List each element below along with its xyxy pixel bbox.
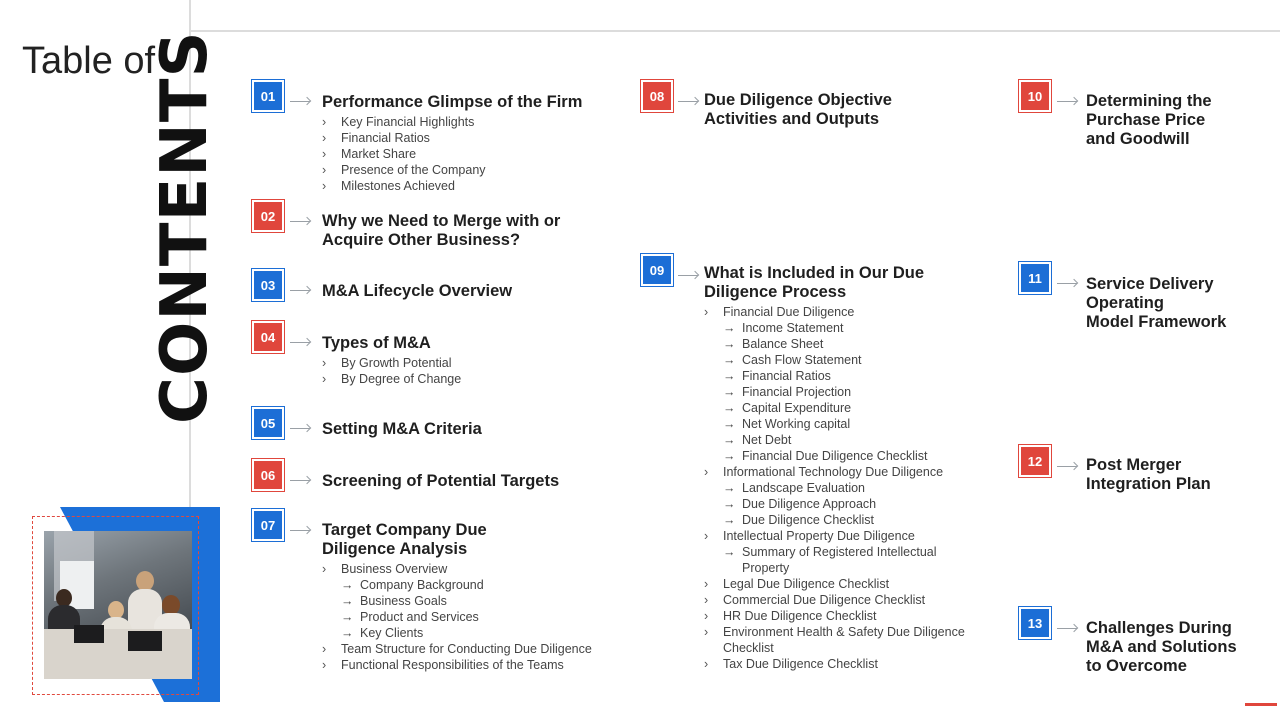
badge-11: 11 bbox=[1019, 262, 1051, 294]
subitem-label: Capital Expenditure bbox=[742, 401, 852, 415]
arrow-icon: → bbox=[723, 353, 736, 367]
team-meeting-photo bbox=[44, 531, 192, 679]
item-02-heading[interactable] bbox=[322, 212, 560, 250]
subitem[interactable]: › By Degree of Change bbox=[322, 371, 461, 387]
connector-arrow-icon bbox=[290, 221, 310, 222]
subitem[interactable]: › By Growth Potential bbox=[322, 355, 461, 371]
arrow-icon: → bbox=[341, 578, 354, 592]
subitem-label: Business Goals bbox=[360, 594, 447, 608]
subitem[interactable]: › Commercial Due Diligence Checklist bbox=[704, 592, 965, 608]
item-12-heading[interactable] bbox=[1086, 456, 1211, 494]
subitem-label: Balance Sheet bbox=[742, 337, 824, 351]
heading-line: Due Diligence Objective bbox=[704, 91, 892, 109]
connector-arrow-icon bbox=[290, 101, 310, 102]
badge-02: 02 bbox=[252, 200, 284, 232]
arrow-icon: → bbox=[723, 449, 736, 463]
item-04-heading[interactable]: Types of M&A bbox=[322, 334, 431, 352]
subitem-nested[interactable] bbox=[322, 593, 592, 609]
subitem-nested[interactable] bbox=[704, 432, 965, 448]
subitem-nested[interactable] bbox=[704, 336, 965, 352]
subitem-label: Net Working capital bbox=[742, 417, 851, 431]
title-line2: CONTENTS bbox=[148, 30, 222, 424]
subitem-label: Summary of Registered Intellectual bbox=[742, 545, 937, 559]
heading-line: Determining the bbox=[1086, 92, 1212, 110]
subitem-label: Landscape Evaluation bbox=[742, 481, 866, 495]
heading-line: Activities and Outputs bbox=[704, 110, 880, 128]
subitem[interactable]: › Financial Ratios bbox=[322, 130, 486, 146]
item-09-heading[interactable] bbox=[704, 264, 924, 302]
heading-line: Why we Need to Merge with or bbox=[322, 212, 561, 230]
badge-08: 08 bbox=[641, 80, 673, 112]
heading-line: Operating bbox=[1086, 294, 1164, 312]
subitem-label: Due Diligence Approach bbox=[742, 497, 877, 511]
item-05-heading[interactable]: Setting M&A Criteria bbox=[322, 420, 482, 438]
connector-arrow-icon bbox=[290, 480, 310, 481]
arrow-icon: → bbox=[723, 401, 736, 415]
connector-arrow-icon bbox=[290, 290, 310, 291]
accent-bar bbox=[1245, 703, 1277, 706]
subitem-continuation: Property bbox=[742, 561, 790, 575]
heading-line: Purchase Price bbox=[1086, 111, 1206, 129]
subitem[interactable]: › Presence of the Company bbox=[322, 162, 486, 178]
subitem-nested[interactable] bbox=[704, 368, 965, 384]
subitem-label: Due Diligence Checklist bbox=[742, 513, 875, 527]
arrow-icon: → bbox=[341, 626, 354, 640]
connector-arrow-icon bbox=[678, 275, 698, 276]
connector-arrow-icon bbox=[290, 342, 310, 343]
badge-13: 13 bbox=[1019, 607, 1051, 639]
subitem-label: Cash Flow Statement bbox=[742, 353, 862, 367]
subitem-nested[interactable] bbox=[704, 544, 965, 560]
heading-line: Integration Plan bbox=[1086, 475, 1211, 493]
item-11-heading[interactable] bbox=[1086, 275, 1226, 332]
badge-09: 09 bbox=[641, 254, 673, 286]
subitem[interactable]: › Functional Responsibilities of the Teams bbox=[322, 657, 592, 673]
arrow-icon: → bbox=[723, 385, 736, 399]
arrow-icon: → bbox=[723, 369, 736, 383]
subitem-nested[interactable] bbox=[704, 400, 965, 416]
subitem[interactable]: › Financial Due Diligence bbox=[704, 304, 965, 320]
arrow-icon: → bbox=[723, 513, 736, 527]
connector-arrow-icon bbox=[678, 101, 698, 102]
item-07-heading[interactable] bbox=[322, 521, 487, 559]
subitem[interactable]: › Environment Health & Safety Due Diligence bbox=[704, 624, 965, 640]
subitem-label: Company Background bbox=[360, 578, 484, 592]
subitem[interactable]: › Intellectual Property Due Diligence bbox=[704, 528, 965, 544]
team-photo-block bbox=[32, 500, 222, 715]
subitem-nested[interactable] bbox=[704, 416, 965, 432]
subitem-nested[interactable] bbox=[322, 577, 592, 593]
item-07-subitems bbox=[322, 561, 592, 673]
subitem-continuation: Checklist bbox=[723, 641, 774, 655]
subitem-nested[interactable] bbox=[704, 320, 965, 336]
item-09-subitems bbox=[704, 304, 965, 672]
heading-line: M&A and Solutions bbox=[1086, 638, 1237, 656]
connector-arrow-icon bbox=[290, 530, 310, 531]
heading-line: Acquire Other Business? bbox=[322, 231, 521, 249]
arrow-icon: → bbox=[723, 481, 736, 495]
connector-arrow-icon bbox=[1057, 466, 1077, 467]
connector-arrow-icon bbox=[1057, 283, 1077, 284]
subitem-label: Income Statement bbox=[742, 321, 844, 335]
heading-line: Model Framework bbox=[1086, 313, 1227, 331]
heading-line: Target Company Due bbox=[322, 521, 487, 539]
badge-05: 05 bbox=[252, 407, 284, 439]
subitem-label: Financial Ratios bbox=[742, 369, 831, 383]
subitem-nested[interactable] bbox=[704, 512, 965, 528]
heading-line: Diligence Process bbox=[704, 283, 847, 301]
badge-04: 04 bbox=[252, 321, 284, 353]
item-06-heading[interactable]: Screening of Potential Targets bbox=[322, 472, 560, 490]
subitem[interactable]: › Tax Due Diligence Checklist bbox=[704, 656, 965, 672]
subitem[interactable]: › Market Share bbox=[322, 146, 486, 162]
subitem[interactable]: › HR Due Diligence Checklist bbox=[704, 608, 965, 624]
badge-10: 10 bbox=[1019, 80, 1051, 112]
subitem[interactable]: › Business Overview bbox=[322, 561, 592, 577]
heading-line: Diligence Analysis bbox=[322, 540, 468, 558]
subitem-nested[interactable] bbox=[704, 384, 965, 400]
subitem[interactable]: › Milestones Achieved bbox=[322, 178, 486, 194]
item-13-heading[interactable] bbox=[1086, 619, 1237, 676]
subitem-nested[interactable] bbox=[704, 352, 965, 368]
badge-06: 06 bbox=[252, 459, 284, 491]
item-10-heading[interactable] bbox=[1086, 92, 1212, 149]
subitem[interactable]: › Legal Due Diligence Checklist bbox=[704, 576, 965, 592]
top-divider bbox=[190, 30, 1280, 32]
heading-line: Post Merger bbox=[1086, 456, 1182, 474]
heading-line: to Overcome bbox=[1086, 657, 1187, 675]
subitem-nested[interactable] bbox=[704, 496, 965, 512]
subitem[interactable]: › Team Structure for Conducting Due Diligence bbox=[322, 641, 592, 657]
subitem-nested[interactable] bbox=[704, 448, 965, 464]
heading-line: Service Delivery bbox=[1086, 275, 1214, 293]
heading-line: Challenges During bbox=[1086, 619, 1232, 637]
heading-line: What is Included in Our Due bbox=[704, 264, 925, 282]
subitem-nested[interactable] bbox=[322, 609, 592, 625]
item-04-subitems bbox=[322, 355, 461, 387]
item-01-subitems bbox=[322, 114, 486, 194]
badge-07: 07 bbox=[252, 509, 284, 541]
arrow-icon: → bbox=[723, 417, 736, 431]
connector-arrow-icon bbox=[1057, 628, 1077, 629]
badge-12: 12 bbox=[1019, 445, 1051, 477]
arrow-icon: → bbox=[723, 337, 736, 351]
subitem-nested[interactable] bbox=[704, 480, 965, 496]
heading-line: and Goodwill bbox=[1086, 130, 1190, 148]
item-01-heading[interactable]: Performance Glimpse of the Firm bbox=[322, 93, 583, 111]
arrow-icon: → bbox=[723, 321, 736, 335]
subitem-label: Net Debt bbox=[742, 433, 792, 447]
item-03-heading[interactable]: M&A Lifecycle Overview bbox=[322, 282, 513, 300]
subitem-label: Product and Services bbox=[360, 610, 479, 624]
subitem[interactable]: › Informational Technology Due Diligence bbox=[704, 464, 965, 480]
badge-01: 01 bbox=[252, 80, 284, 112]
title-line1: Table of bbox=[22, 40, 156, 82]
arrow-icon: → bbox=[341, 594, 354, 608]
badge-03: 03 bbox=[252, 269, 284, 301]
subitem-label: Key Clients bbox=[360, 626, 424, 640]
arrow-icon: → bbox=[723, 497, 736, 511]
subitem-label: Financial Due Diligence Checklist bbox=[742, 449, 928, 463]
arrow-icon: → bbox=[723, 545, 736, 559]
connector-arrow-icon bbox=[1057, 101, 1077, 102]
connector-arrow-icon bbox=[290, 428, 310, 429]
arrow-icon: → bbox=[723, 433, 736, 447]
item-08-heading[interactable] bbox=[704, 91, 892, 129]
subitem[interactable]: › Key Financial Highlights bbox=[322, 114, 486, 130]
subitem-nested[interactable] bbox=[322, 625, 592, 641]
subitem-label: Financial Projection bbox=[742, 385, 852, 399]
arrow-icon: → bbox=[341, 610, 354, 624]
